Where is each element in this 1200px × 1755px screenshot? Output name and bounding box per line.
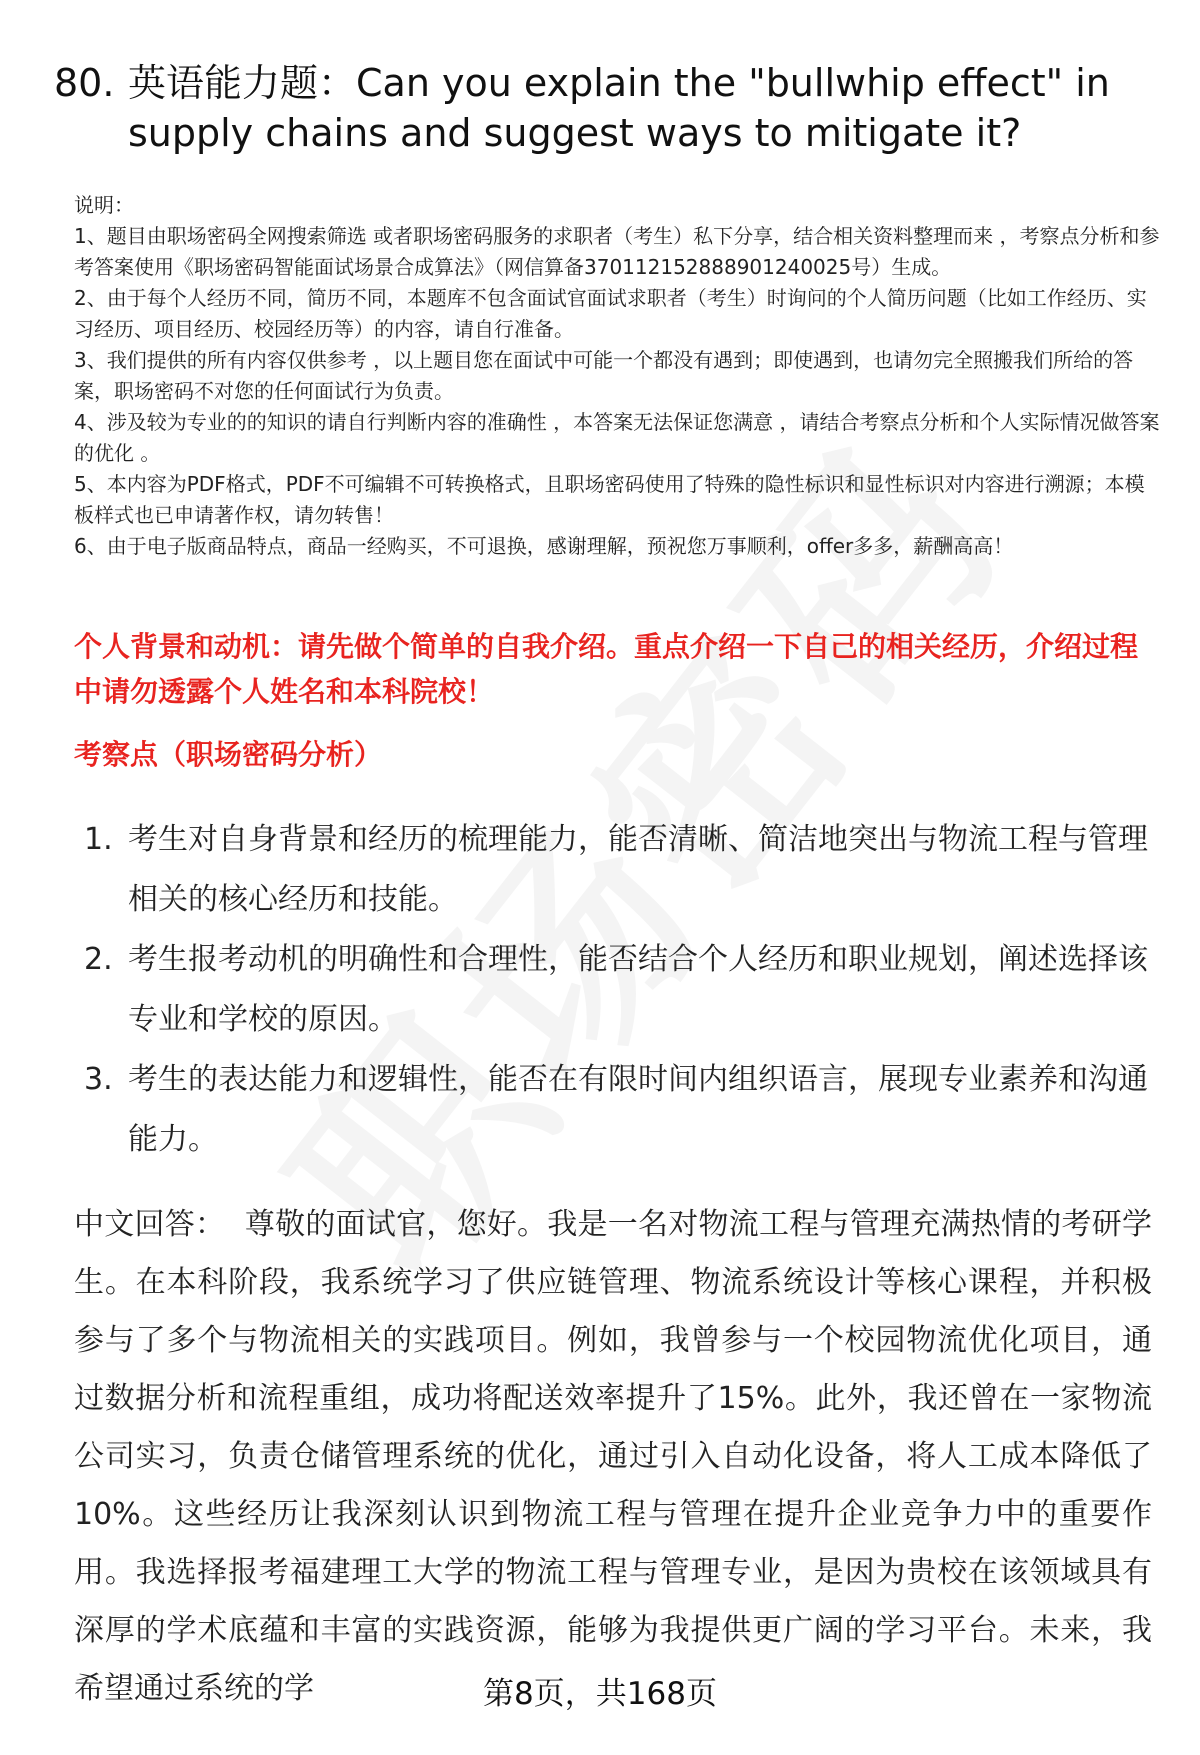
- answer-section: [74, 1196, 1152, 1718]
- notes-section: [74, 190, 1164, 562]
- analysis-item-marker: 2.: [84, 942, 113, 977]
- analysis-item-marker: 1.: [84, 822, 113, 857]
- analysis-item-text: 考生对自身背景和经历的梳理能力，能否清晰、简洁地突出与物流工程与管理相关的核心经历和技能。: [128, 822, 1148, 917]
- analysis-item: [74, 930, 1154, 1050]
- note-item: 6、由于电子版商品特点，商品一经购买，不可退换，感谢理解，预祝您万事顺利，offer多多，薪酬高高！: [74, 534, 1014, 558]
- note-item: 1、题目由职场密码全网搜索筛选 或者职场密码服务的求职者（考生）私下分享，结合相关资料整理而来 ，考察点分析和参考答案使用《职场密码智能面试场景合成算法》（网信算备370112152888901240025号）生成。: [74, 224, 1160, 279]
- analysis-item-text: 考生的表达能力和逻辑性，能否在有限时间内组织语言，展现专业素养和沟通能力。: [128, 1062, 1148, 1157]
- notes-heading: 说明：: [74, 193, 134, 217]
- answer-text: 尊敬的面试官，您好。我是一名对物流工程与管理充满热情的考研学生。在本科阶段，我系统学习了供应链管理、物流系统设计等核心课程，并积极参与了多个与物流相关的实践项目。例如，我曾参与一个校园物流优化项目，通过数据分析和流程重组，成功将配送效率提升了15%。此外，我还曾在一家物流公司实习，负责仓储管理系统的优化，通过引入自动化设备，将人工成本降低了10%。这些经历让我深刻认识到物流工程与管理在提升企业竞争力中的重要作用。我选择报考福建理工大学的物流工程与管理专业，是因为贵校在该领域具有深厚的学术底蕴和丰富的实践资源，能够为我提供更广阔的学习平台。未来，我希望通过系统的学: [74, 1207, 1153, 1706]
- note-item: 3、我们提供的所有内容仅供参考 ，以上题目您在面试中可能一个都没有遇到；即使遇到，也请勿完全照搬我们所给的答案，职场密码不对您的任何面试行为负责。: [74, 348, 1134, 403]
- note-item: 4、涉及较为专业的的知识的请自行判断内容的准确性 ，本答案无法保证您满意 ，请结合考察点分析和个人实际情况做答案的优化 。: [74, 410, 1160, 465]
- question-title: [54, 58, 1164, 158]
- question-text: 英语能力题：Can you explain the "bullwhip effect" in supply chains and suggest ways to mitigate it?: [128, 61, 1110, 155]
- note-item: 5、本内容为PDF格式，PDF不可编辑不可转换格式，且职场密码使用了特殊的隐性标识和显性标识对内容进行溯源；本模板样式也已申请著作权，请勿转售！: [74, 472, 1145, 527]
- analysis-item-marker: 3.: [84, 1062, 113, 1097]
- analysis-item: [74, 810, 1154, 930]
- analysis-item: [74, 1050, 1154, 1170]
- answer-label: 中文回答：: [74, 1207, 226, 1242]
- page-footer: 第8页，共168页: [483, 1676, 717, 1712]
- analysis-heading: 考察点（职场密码分析）: [74, 738, 383, 771]
- analysis-list: [74, 810, 1154, 1170]
- background-heading: 个人背景和动机：请先做个简单的自我介绍。重点介绍一下自己的相关经历，介绍过程中请勿透露个人姓名和本科院校！: [74, 630, 1139, 708]
- note-item: 2、由于每个人经历不同，简历不同，本题库不包含面试官面试求职者（考生）时询问的个人简历问题（比如工作经历、实习经历、项目经历、校园经历等）的内容，请自行准备。: [74, 286, 1147, 341]
- analysis-item-text: 考生报考动机的明确性和合理性，能否结合个人经历和职业规划，阐述选择该专业和学校的原因。: [128, 942, 1148, 1037]
- question-number: 80.: [54, 61, 115, 105]
